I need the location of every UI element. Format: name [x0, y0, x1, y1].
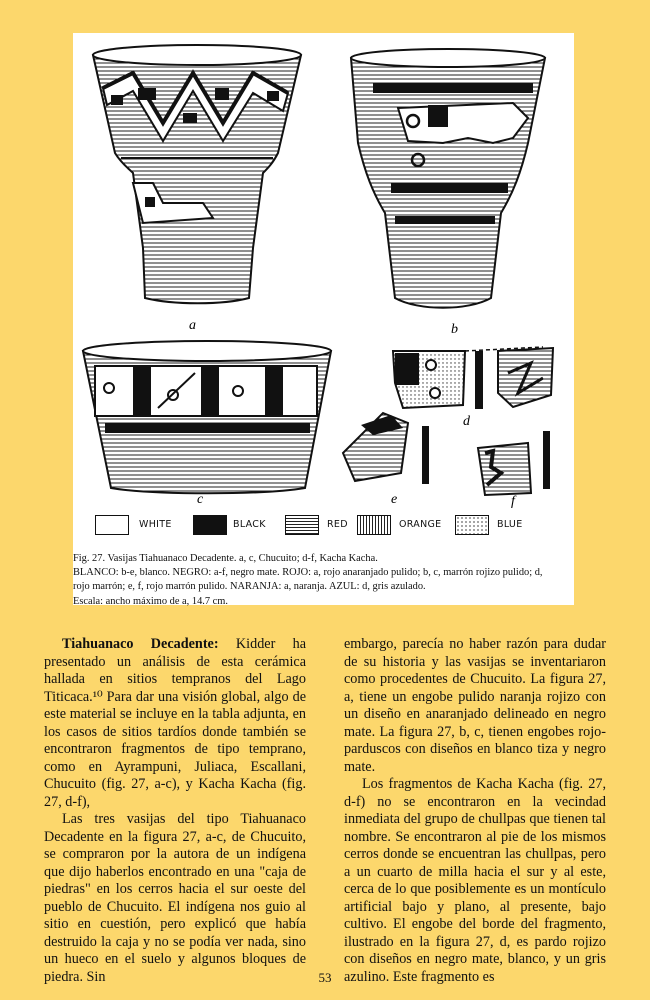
legend-black-swatch	[193, 515, 227, 535]
vessel-a	[93, 45, 301, 303]
legend-orange-swatch	[357, 515, 391, 535]
caption-line-4: Escala: ancho máximo de a, 14.7 cm.	[73, 595, 228, 607]
legend-orange-label: ORANGE	[399, 519, 442, 530]
legend-black-label: BLACK	[233, 519, 266, 530]
legend-red-label: RED	[327, 519, 348, 530]
page-number: 53	[318, 970, 332, 985]
label-e: e	[391, 492, 398, 507]
vessel-b	[351, 49, 545, 308]
label-f: f	[511, 494, 515, 508]
fragments-d	[393, 347, 553, 409]
section-heading: Tiahuanaco Decadente:	[62, 636, 219, 652]
vessel-illustrations	[73, 33, 574, 508]
figure-caption	[73, 552, 573, 609]
paragraph-3: embargo, parecía no haber razón para dudar de su historia y las vasijas se inventariaron como procedentes de Chucuito. La figura 27, a, tiene un engobe pulido naranja rojizo con un diseño en anaranjado delineado en negro mate. La figura 27, b, c, tienen engobes rojo-parduscos con diseños en blanco tiza y negro mate.	[344, 636, 606, 775]
label-d: d	[463, 414, 470, 429]
legend-white-label: WHITE	[139, 519, 172, 530]
paragraph-4: Los fragmentos de Kacha Kacha (fig. 27, d-f) no se encontraron en la vecindad inmediata del grupo de chullpas que tienen tal nombre. Se encontraron al pie de los mismos cerros donde se encuentran las chullpas, pero a un cuarto de milla hacia el sur y al este, cerca de lo que posiblemente es un montículo artificial bajo y plano, al presente, bajo cultivo. El engobe del borde del fragmento, ilustrado en la figura 27, d, es pardo rojizo con diseños en negro mate, blanco, y un gris azulino. Este fragmento es	[344, 776, 606, 985]
fragment-e	[343, 413, 429, 484]
legend-red-swatch	[285, 515, 319, 535]
fragment-f	[478, 431, 550, 495]
figure-27-panel	[73, 33, 574, 605]
right-column	[344, 636, 606, 986]
label-a: a	[189, 318, 196, 333]
legend-blue-swatch	[455, 515, 489, 535]
vessel-c	[83, 341, 331, 493]
label-b: b	[451, 322, 458, 337]
paragraph-2: Las tres vasijas del tipo Tiahuanaco Decadente en la figura 27, a-c, de Chucuito, se compraron por la autora de un indígena que dijo haberlos encontrado en una "caja de piedras" en los cerros hacia el sur oeste del pueblo de Chucuito. El indígena nos guio al sitio en cuestión, pero explicó que había destruido la caja y no se podía ver nada, sino un hueco en el suelo y algunos bloques de piedra. Sin	[44, 811, 306, 985]
legend-white-swatch	[95, 515, 129, 535]
paragraph-1	[44, 636, 306, 811]
left-column	[44, 636, 306, 986]
legend-blue-label: BLUE	[497, 519, 523, 530]
caption-line-2: BLANCO: b-e, blanco. NEGRO: a-f, negro mate. ROJO: a, rojo anaranjado pulido; b, c, marrón rojizo pulido; d,	[73, 567, 543, 579]
caption-line-3: rojo marrón; e, f, rojo marrón pulido. NARANJA: a, naranja. AZUL: d, gris azulado.	[73, 581, 426, 593]
label-c: c	[197, 492, 204, 507]
color-legend	[95, 513, 565, 539]
caption-line-1: Fig. 27. Vasijas Tiahuanaco Decadente. a, c, Chucuito; d-f, Kacha Kacha.	[73, 553, 378, 564]
paragraph-1-text: Kidder ha presentado un análisis de esta cerámica hallada en sitios tempranos del Lago Titicaca.¹⁰ Para dar una visión global, algo de este material se incluye en la tabla adjunta, en los casos de sitios tardíos donde también se encontraron fragmentos de tipo temprano, como en Ayrampuni, Juliaca, Escallani, Chucuito (fig. 27, a-c), y Kacha Kacha (fig. 27, d-f),	[44, 636, 307, 810]
